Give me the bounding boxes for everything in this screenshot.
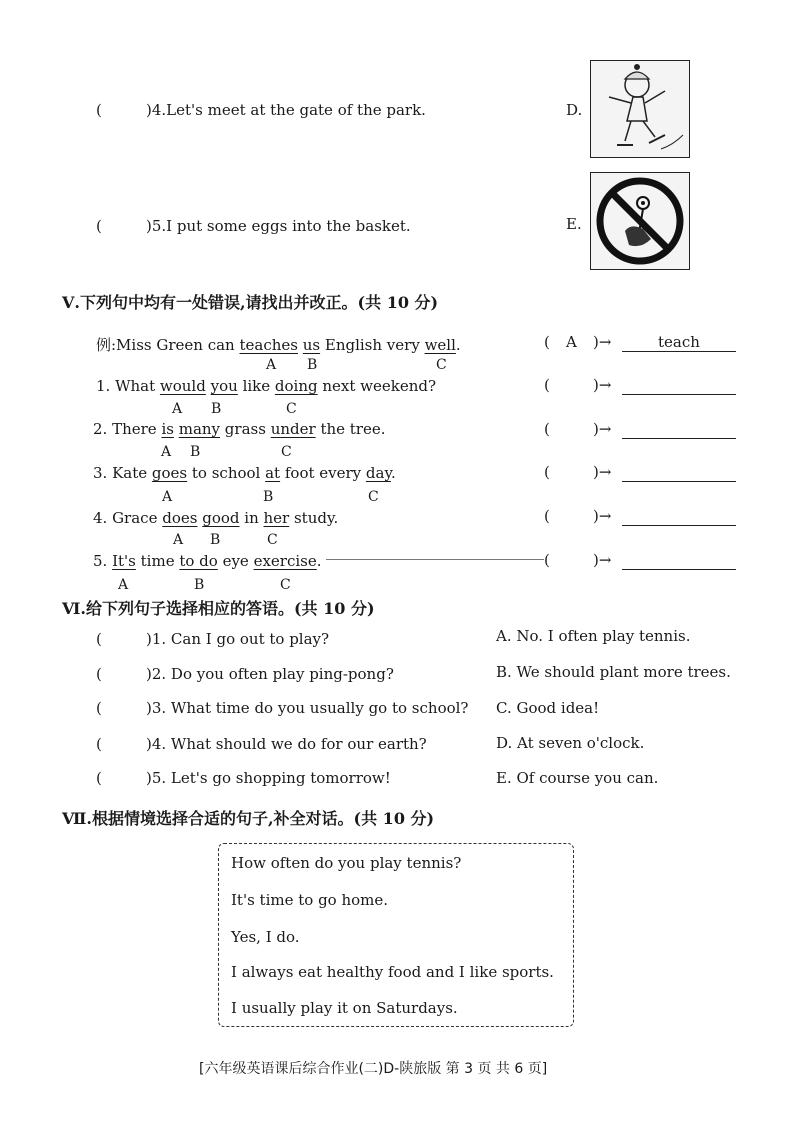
text: to school <box>187 464 266 482</box>
page-footer: [六年级英语课后综合作业(二)D-陕旅版 第 3 页 共 6 页] <box>199 1061 548 1077</box>
picture-label-d: D. <box>566 101 583 119</box>
option-mark-c: C <box>436 357 447 373</box>
example-answer-word: teach <box>658 333 700 351</box>
text: in <box>239 509 264 527</box>
answer-c: C. Good idea! <box>496 699 600 717</box>
correction-blank <box>622 351 736 352</box>
question-4: )4. What should we do for our earth? <box>146 735 427 753</box>
option-mark-a: A <box>173 532 184 548</box>
answer-paren-open: ( <box>544 420 550 438</box>
answer-paren-open: ( <box>96 699 102 717</box>
answer-paren-open: ( <box>544 551 550 569</box>
correction-blank[interactable] <box>622 394 736 395</box>
question-5: )5. Let's go shopping tomorrow! <box>146 769 391 787</box>
option-mark-a: A <box>118 577 129 593</box>
answer-paren-open: ( <box>96 217 102 235</box>
no-picking-flowers-icon <box>591 173 689 269</box>
answer-paren-open: ( <box>96 735 102 753</box>
stray-line <box>326 559 544 560</box>
skating-child-picture <box>590 60 690 158</box>
option-mark-c: C <box>286 401 297 417</box>
question-3: )3. What time do you usually go to school? <box>146 699 469 717</box>
option-mark-b: B <box>307 357 318 373</box>
answer-paren-open: ( <box>544 333 550 351</box>
sentence-option-5: I usually play it on Saturdays. <box>231 999 458 1017</box>
underlined-word: to do <box>179 552 218 570</box>
option-mark-c: C <box>281 444 292 460</box>
answer-e: E. Of course you can. <box>496 769 659 787</box>
option-mark-b: B <box>211 401 222 417</box>
underlined-word: her <box>263 509 290 527</box>
underlined-word: doing <box>274 377 318 395</box>
text: like <box>237 377 275 395</box>
arrow: )→ <box>593 333 612 351</box>
option-mark-a: A <box>172 401 183 417</box>
sentence-option-2: It's time to go home. <box>231 891 389 909</box>
option-mark-b: B <box>210 532 221 548</box>
answer-paren-open: ( <box>96 630 102 648</box>
matching-item-5 <box>146 217 411 235</box>
answer-paren-open: ( <box>96 665 102 683</box>
underlined-word: day <box>365 464 391 482</box>
picture-label-e: E. <box>566 215 582 233</box>
underlined-word: many <box>178 420 221 438</box>
text: study. <box>289 509 339 527</box>
error-item-4 <box>93 509 338 527</box>
answer-d: D. At seven o'clock. <box>496 734 645 752</box>
matching-item-4 <box>146 101 426 119</box>
item-number: )4. <box>146 101 167 119</box>
arrow: )→ <box>593 376 612 394</box>
section-5-heading: Ⅴ.下列句中均有一处错误,请找出并改正。(共 10 分) <box>62 293 439 312</box>
option-mark-c: C <box>267 532 278 548</box>
answer-a: A. No. I often play tennis. <box>496 627 691 645</box>
arrow: )→ <box>593 507 612 525</box>
option-mark-a: A <box>161 444 172 460</box>
arrow: )→ <box>593 551 612 569</box>
text: 3. Kate <box>93 464 152 482</box>
item-number: )5. <box>146 217 167 235</box>
item-text: I put some eggs into the basket. <box>166 217 411 235</box>
text: 5. <box>93 552 113 570</box>
underlined-word: you <box>210 377 238 395</box>
skating-child-icon <box>591 61 689 157</box>
text: 2. There <box>93 420 162 438</box>
correction-blank[interactable] <box>622 438 736 439</box>
arrow: )→ <box>593 463 612 481</box>
answer-paren-open: ( <box>96 769 102 787</box>
sentence-option-3: Yes, I do. <box>231 928 300 946</box>
underlined-word: under <box>270 420 316 438</box>
section-7-heading: Ⅶ.根据情境选择合适的句子,补全对话。(共 10 分) <box>62 809 435 828</box>
underlined-word: at <box>265 464 281 482</box>
error-item-1 <box>96 377 436 395</box>
text: English very <box>320 336 425 354</box>
text: 1. What <box>96 377 160 395</box>
question-1: )1. Can I go out to play? <box>146 630 330 648</box>
correction-blank[interactable] <box>622 525 736 526</box>
sentence-bank-box <box>218 843 574 1027</box>
text: 例:Miss Green can <box>96 336 240 354</box>
text: . <box>390 464 396 482</box>
text: time <box>135 552 180 570</box>
correction-blank[interactable] <box>622 569 736 570</box>
section-6-heading: Ⅵ.给下列句子选择相应的答语。(共 10 分) <box>62 599 375 618</box>
underlined-word: It's <box>112 552 136 570</box>
option-mark-b: B <box>190 444 201 460</box>
text: the tree. <box>315 420 386 438</box>
answer-b: B. We should plant more trees. <box>496 663 731 681</box>
answer-paren-open: ( <box>544 507 550 525</box>
option-mark-b: B <box>194 577 205 593</box>
underlined-word: well <box>424 336 456 354</box>
sentence-option-1: How often do you play tennis? <box>231 854 462 872</box>
option-mark-c: C <box>368 489 379 505</box>
text: . <box>316 552 322 570</box>
sentence-option-4: I always eat healthy food and I like sports. <box>231 963 554 981</box>
underlined-word: would <box>159 377 206 395</box>
answer-paren-open: ( <box>544 463 550 481</box>
no-picking-flowers-picture <box>590 172 690 270</box>
option-mark-b: B <box>263 489 274 505</box>
text: grass <box>220 420 271 438</box>
underlined-word: does <box>162 509 198 527</box>
underlined-word: exercise <box>253 552 317 570</box>
underlined-word: is <box>161 420 174 438</box>
example-answer-letter: A <box>566 333 577 351</box>
text: next weekend? <box>317 377 437 395</box>
error-item-5 <box>93 552 322 570</box>
correction-blank[interactable] <box>622 481 736 482</box>
item-text: Let's meet at the gate of the park. <box>166 101 426 119</box>
arrow: )→ <box>593 420 612 438</box>
text: . <box>455 336 461 354</box>
question-2: )2. Do you often play ping-pong? <box>146 665 394 683</box>
underlined-word: us <box>302 336 321 354</box>
underlined-word: goes <box>151 464 188 482</box>
underlined-word: good <box>202 509 240 527</box>
underlined-word: teaches <box>239 336 298 354</box>
text: 4. Grace <box>93 509 163 527</box>
answer-paren-open: ( <box>96 101 102 119</box>
example-sentence <box>96 334 461 355</box>
error-item-2 <box>93 420 386 438</box>
text: eye <box>217 552 254 570</box>
option-mark-a: A <box>162 489 173 505</box>
error-item-3 <box>93 464 396 482</box>
option-mark-a: A <box>266 357 277 373</box>
text: foot every <box>280 464 366 482</box>
option-mark-c: C <box>280 577 291 593</box>
answer-paren-open: ( <box>544 376 550 394</box>
